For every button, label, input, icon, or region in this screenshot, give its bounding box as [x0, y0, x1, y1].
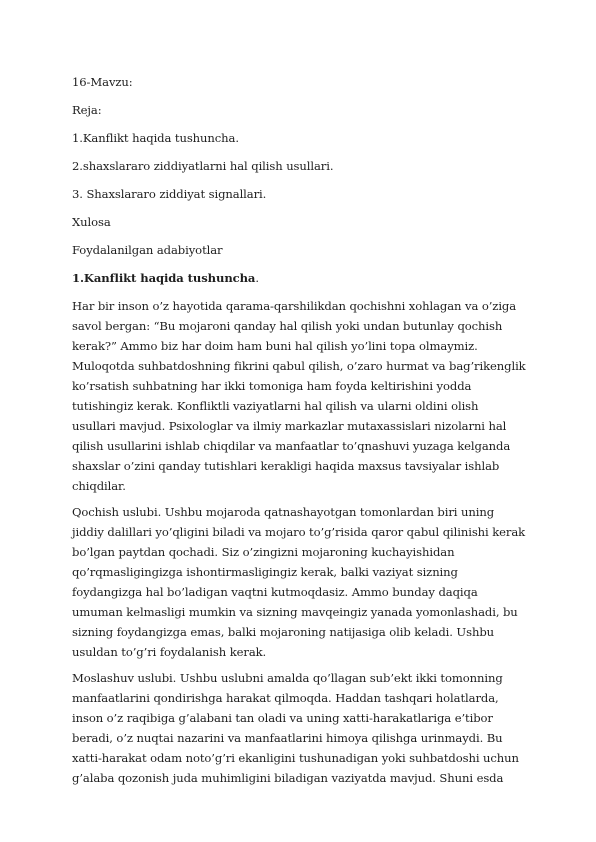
- paragraph-line: Moslashuv uslubi. Ushbu uslubni amalda qo’llagan sub’ekt ikki tomonning: [72, 671, 503, 685]
- plan-label: Reja:: [72, 103, 102, 117]
- paragraph-line: bo’lgan paytdan qochadi. Siz o’zingizni mojaroning kuchayishidan: [72, 545, 455, 559]
- paragraph-line: shaxslar o’zini qanday tutishlari kerakligi haqida maxsus tavsiyalar ishlab: [72, 459, 500, 473]
- paragraph-line: xatti-harakat odam noto’g’ri ekanligini tushunadigan yoki suhbatdoshi uchun: [72, 751, 519, 765]
- paragraph-line: savol bergan: “Bu mojaroni qanday hal qilish yoki undan butunlay qochish: [72, 319, 503, 333]
- plan-item: 2.shaxslararo ziddiyatlarni hal qilish usullari.: [72, 159, 334, 173]
- plan-item: 3. Shaxslararo ziddiyat signallari.: [72, 187, 267, 201]
- paragraph-avoidance: [72, 502, 532, 662]
- topic-title: 16-Mavzu:: [72, 75, 133, 89]
- paragraph-line: tutishingiz kerak. Konfliktli vaziyatlarni hal qilish va ularni oldini olish: [72, 399, 479, 413]
- paragraph-accommodation: [72, 668, 532, 788]
- paragraph-line: usullari mavjud. Psixologlar va ilmiy markazlar mutaxassislari nizolarni hal: [72, 419, 507, 433]
- section-heading-period: .: [255, 271, 259, 285]
- paragraph-line: sizning foydangizga emas, balki mojaroning natijasiga olib keladi. Ushbu: [72, 625, 495, 639]
- paragraph-line: qo’rqmasligingizga ishontirmasligingiz kerak, balki vaziyat sizning: [72, 565, 458, 579]
- paragraph-line: foydangizga hal bo’ladigan vaqtni kutmoqdasiz. Ammo bunday daqiqa: [72, 585, 478, 599]
- paragraph-line: kerak?” Ammo biz har doim ham buni hal qilish yo’lini topa olmaymiz.: [72, 339, 478, 353]
- section-heading-text: 1.Kanflikt haqida tushuncha: [72, 271, 256, 285]
- paragraph-line: jiddiy dalillari yo’qligini biladi va mojaro to’g’risida qaror qabul qilinishi kerak: [72, 525, 526, 539]
- paragraph-intro: [72, 296, 532, 496]
- plan-item: Xulosa: [72, 215, 111, 229]
- document-page: [72, 72, 532, 794]
- paragraph-line: qilish usullarini ishlab chiqdilar va manfaatlar to’qnashuvi yuzaga kelganda: [72, 439, 511, 453]
- paragraph-line: Muloqotda suhbatdoshning fikrini qabul qilish, o’zaro hurmat va bag’rikenglik: [72, 359, 526, 373]
- paragraph-line: inson o’z raqibiga g’alabani tan oladi va uning xatti-harakatlariga e’tibor: [72, 711, 493, 725]
- paragraph-line: chiqdilar.: [72, 479, 126, 493]
- plan-item: Foydalanilgan adabiyotlar: [72, 243, 223, 257]
- paragraph-line: umuman kelmasligi mumkin va sizning mavqeingiz yanada yomonlashadi, bu: [72, 605, 518, 619]
- paragraph-line: ko’rsatish suhbatning har ikki tomoniga ham foyda keltirishini yodda: [72, 379, 472, 393]
- section-heading: [72, 268, 532, 288]
- paragraph-line: usuldan to’g’ri foydalanish kerak.: [72, 645, 267, 659]
- paragraph-line: g’alaba qozonish juda muhimligini biladigan vaziyatda mavjud. Shuni esda: [72, 771, 504, 785]
- plan-item: 1.Kanflikt haqida tushuncha.: [72, 131, 239, 145]
- paragraph-line: manfaatlarini qondirishga harakat qilmoqda. Haddan tashqari holatlarda,: [72, 691, 499, 705]
- paragraph-line: beradi, o’z nuqtai nazarini va manfaatlarini himoya qilishga urinmaydi. Bu: [72, 731, 503, 745]
- paragraph-line: Qochish uslubi. Ushbu mojaroda qatnashayotgan tomonlardan biri uning: [72, 505, 495, 519]
- paragraph-line: Har bir inson o’z hayotida qarama-qarshilikdan qochishni xohlagan va o’ziga: [72, 299, 517, 313]
